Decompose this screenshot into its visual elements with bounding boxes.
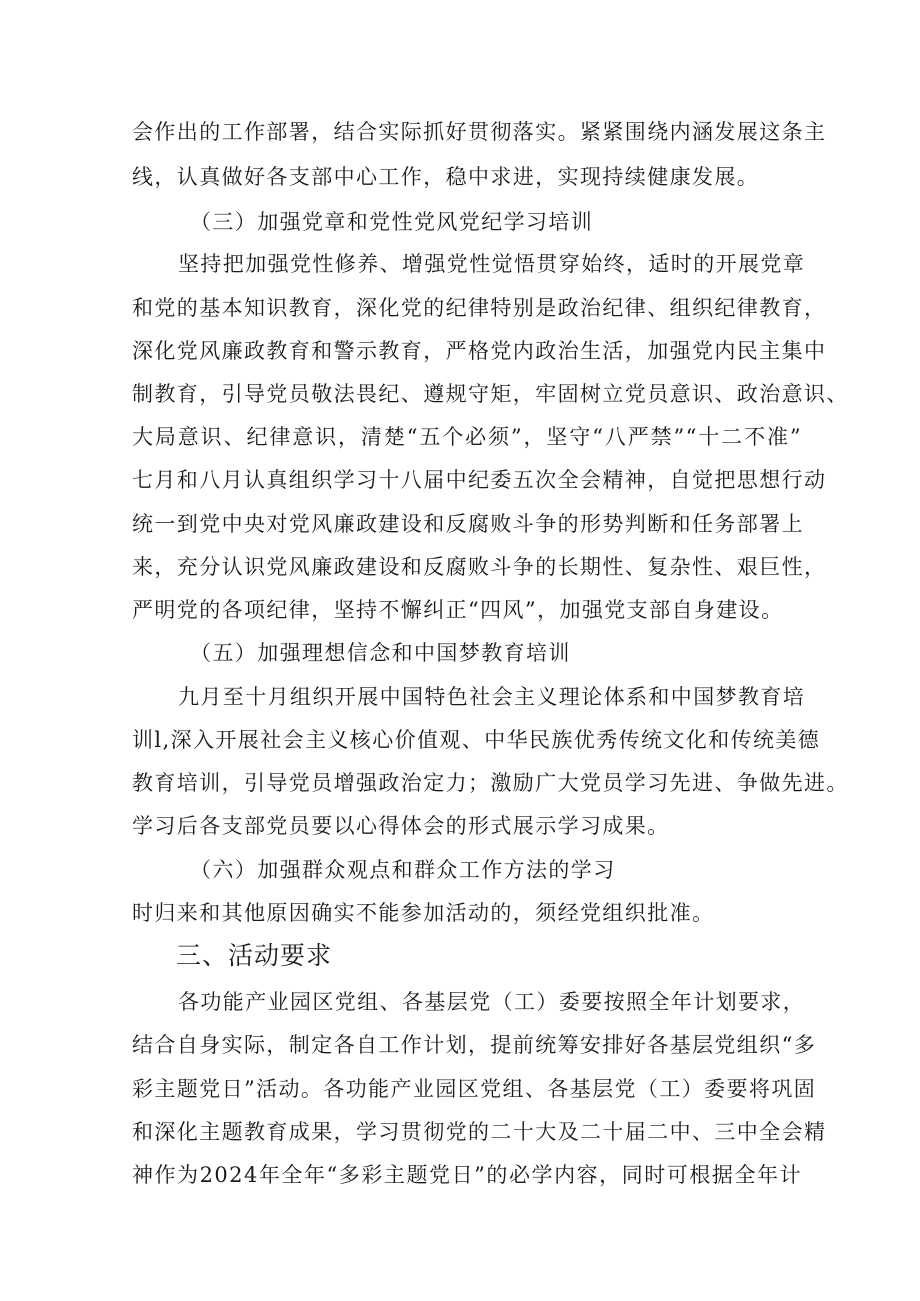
paragraph-line: 七月和八月认真组织学习十八届中纪委五次全会精神，自觉把思想行动 [132, 468, 827, 492]
paragraph-line: 彩主题党日”活动。各功能产业园区党组、各基层党（工）委要将巩固 [132, 1077, 817, 1101]
paragraph-line: 统一到党中央对党风廉政建设和反腐败斗争的形势判断和任务部署上 [132, 512, 804, 536]
paragraph-line: 教育培训，引导党员增强政治定力；激励广大党员学习先进、争做先进。 [132, 771, 849, 795]
section-subheading: （三）加强党章和党性党风党纪学习培训 [190, 210, 594, 234]
paragraph-line: 学习后各支部党员要以心得体会的形式展示学习成果。 [132, 814, 670, 838]
paragraph-line: 和深化主题教育成果，学习贯彻党的二十大及二十届二中、三中全会精 [132, 1120, 827, 1144]
paragraph-line: 坚持把加强党性修养、增强党性觉悟贯穿始终，适时的开展党章 [178, 252, 806, 276]
paragraph-line: 深化党风廉政教育和警示教育，严格党内政治生活，加强党内民主集中 [132, 339, 827, 363]
section-heading: 三、活动要求 [176, 941, 333, 970]
paragraph-line: 时归来和其他原因确实不能参加活动的，须经党组织批准。 [132, 901, 715, 925]
paragraph-line: 制教育，引导党员敬法畏纪、遵规守矩，牢固树立党员意识、政治意识、 [132, 382, 849, 406]
paragraph-line: 线，认真做好各支部中心工作，稳中求进，实现持续健康发展。 [132, 165, 760, 189]
paragraph-line: 大局意识、纪律意识，清楚“五个必须”，坚守“八严禁”“十二不准” [132, 425, 802, 449]
section-subheading: （六）加强群众观点和群众工作方法的学习 [190, 858, 616, 882]
paragraph-line: 结合自身实际，制定各自工作计划，提前统筹安排好各基层党组织“多 [132, 1033, 817, 1057]
section-subheading: （五）加强理想信念和中国梦教育培训 [190, 641, 571, 665]
paragraph-line: 各功能产业园区党组、各基层党（工）委要按照全年计划要求， [178, 990, 806, 1014]
paragraph-line: 训l,深入开展社会主义核心价值观、中华民族优秀传统文化和传统美德 [132, 728, 821, 752]
paragraph-line: 神作为2024年全年“多彩主题党日”的必学内容，同时可根据全年计 [132, 1163, 802, 1187]
paragraph-line: 来，充分认识党风廉政建设和反腐败斗争的长期性、复杂性、艰巨性， [132, 555, 827, 579]
paragraph-line: 严明党的各项纪律，坚持不懈纠正“四风”，加强党支部自身建设。 [132, 598, 784, 622]
paragraph-line: 九月至十月组织开展中国特色社会主义理论体系和中国梦教育培 [178, 685, 806, 709]
paragraph-line: 会作出的工作部署，结合实际抓好贯彻落实。紧紧围绕内涵发展这条主 [132, 120, 827, 144]
paragraph-line: 和党的基本知识教育，深化党的纪律特别是政治纪律、组织纪律教育， [132, 296, 827, 320]
